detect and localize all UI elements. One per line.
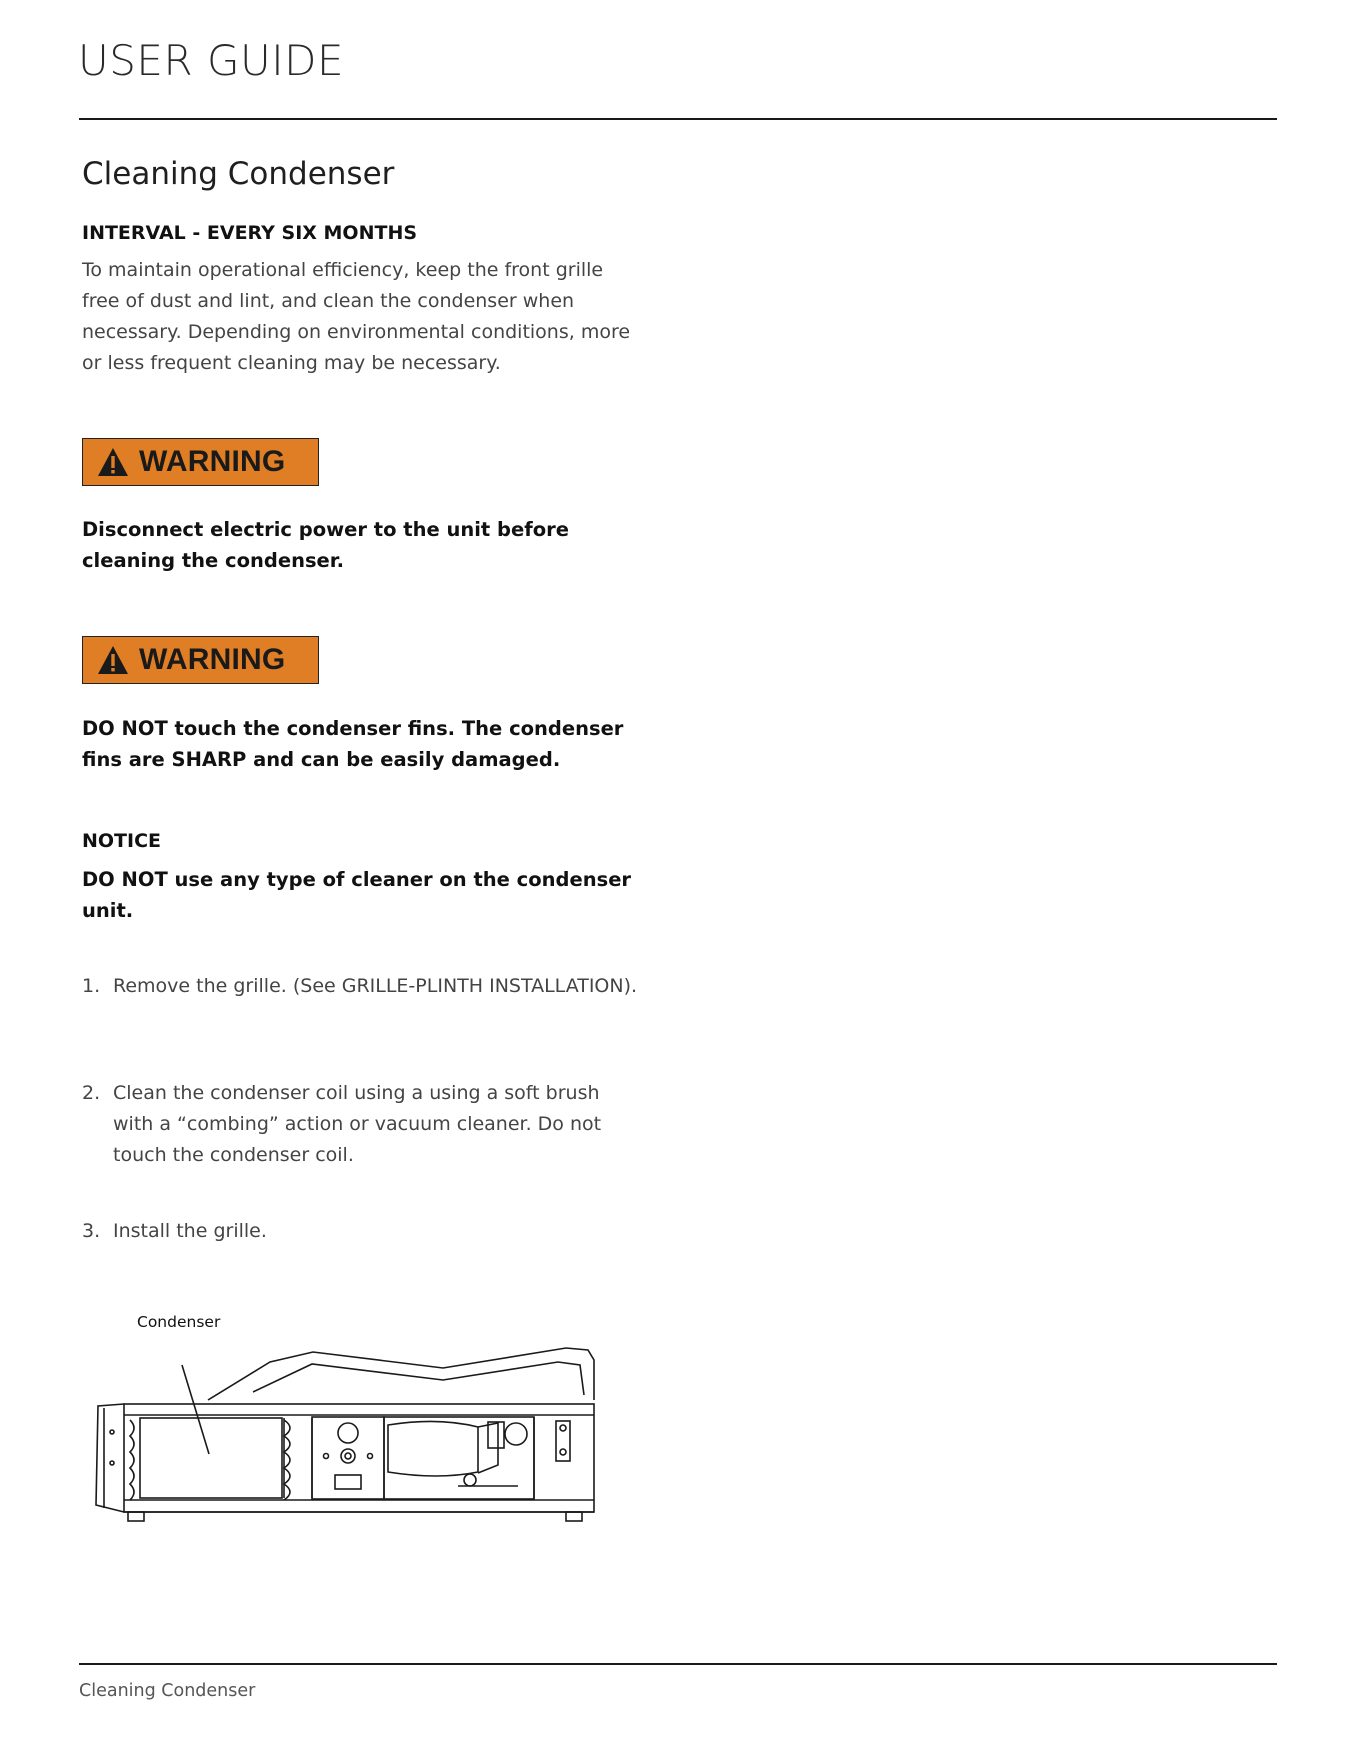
step-item-2	[82, 1078, 642, 1171]
warning-text-1: Disconnect electric power to the unit before cleaning the condenser.	[82, 518, 569, 572]
warning-label: WARNING	[139, 445, 286, 478]
step-text: Install the grille.	[113, 1220, 267, 1242]
warning-badge-2	[82, 636, 319, 684]
intro-paragraph: To maintain operational efficiency, keep the front grille free of dust and lint, and clean the condenser when necessary. Depending on environmental conditions, more or less frequent cleaning may be necessary.	[82, 259, 631, 374]
warning-text-2: DO NOT touch the condenser fins. The condenser fins are SHARP and can be easily damaged.	[82, 717, 624, 771]
notice-heading: NOTICE	[82, 830, 162, 852]
step-number: 2.	[82, 1082, 101, 1104]
footer-divider	[79, 1663, 1277, 1665]
header-divider	[79, 118, 1277, 120]
interval-heading: INTERVAL - EVERY SIX MONTHS	[82, 222, 418, 244]
step-number: 1.	[82, 975, 101, 997]
step-item-3	[82, 1216, 642, 1247]
step-text: Clean the condenser coil using a using a soft brush with a “combing” action or vacuum cleaner. Do not touch the condenser coil.	[113, 1082, 602, 1166]
warning-triangle-icon	[97, 447, 129, 477]
step-number: 3.	[82, 1220, 101, 1242]
warning-badge-1	[82, 438, 319, 486]
step-item-1	[82, 971, 642, 1002]
warning-triangle-icon	[97, 645, 129, 675]
figure-callout-label: Condenser	[137, 1313, 221, 1331]
warning-label: WARNING	[139, 643, 286, 676]
footer-section-label: Cleaning Condenser	[79, 1681, 256, 1701]
step-text: Remove the grille. (See GRILLE-PLINTH INSTALLATION).	[113, 975, 638, 997]
section-title: Cleaning Condenser	[82, 156, 395, 192]
condenser-diagram	[88, 1300, 608, 1540]
page-header-title: USER GUIDE	[78, 36, 345, 85]
notice-text: DO NOT use any type of cleaner on the condenser unit.	[82, 868, 632, 922]
